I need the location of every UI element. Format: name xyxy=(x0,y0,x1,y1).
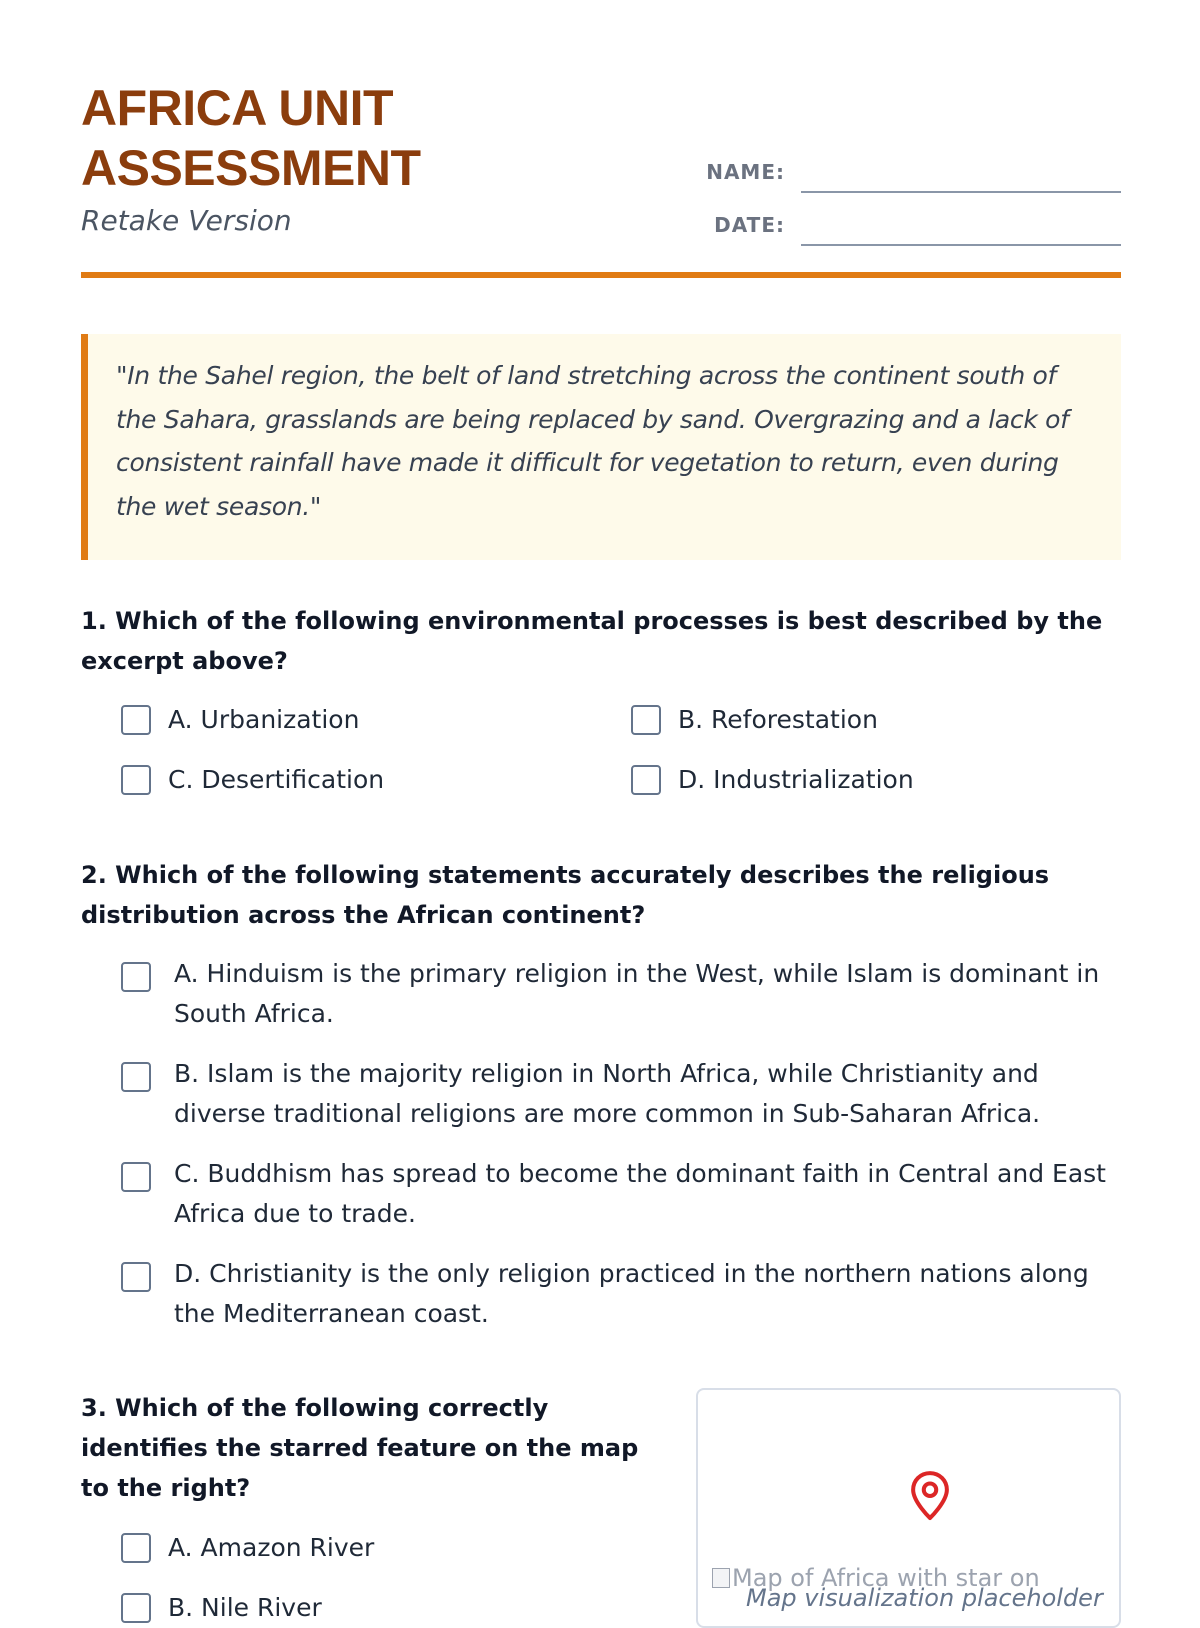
assessment-page xyxy=(81,0,1121,1622)
q1-option-c-label: C. Desertification xyxy=(168,765,385,794)
q3-option-b-checkbox[interactable] xyxy=(121,1593,151,1623)
q3-option-a[interactable] xyxy=(121,1528,641,1568)
q3-option-b[interactable] xyxy=(121,1588,641,1628)
q2-option-d-checkbox[interactable] xyxy=(121,1262,151,1292)
map-alt-text: Map of Africa with star on xyxy=(732,1564,1040,1592)
q1-option-a-checkbox[interactable] xyxy=(121,705,151,735)
q2-option-b-checkbox[interactable] xyxy=(121,1062,151,1092)
map-caption: Map visualization placeholder xyxy=(746,1584,1103,1612)
q2-option-d[interactable] xyxy=(121,1254,1121,1334)
question-3: 3. Which of the following correctly identifies the starred feature on the map to the right? xyxy=(81,1394,639,1502)
q3-option-a-label: A. Amazon River xyxy=(168,1533,375,1562)
question-1: 1. Which of the following environmental processes is best described by the excerpt above? xyxy=(81,607,1103,675)
excerpt-text: "In the Sahel region, the belt of land stretching across the continent south of the Sahara, grasslands are being replaced by sand. Overgrazing and a lack of consistent rainfall have made it difficult for vegetation to return, even during the wet season." xyxy=(116,361,1069,521)
name-label: NAME: xyxy=(706,160,785,184)
broken-image-icon xyxy=(712,1568,730,1588)
q1-option-a[interactable] xyxy=(121,700,581,740)
date-label: DATE: xyxy=(714,213,785,237)
q1-option-d[interactable] xyxy=(631,760,1091,800)
q3-option-a-checkbox[interactable] xyxy=(121,1533,151,1563)
q1-option-b-checkbox[interactable] xyxy=(631,705,661,735)
q2-option-c-label: C. Buddhism has spread to become the dominant faith in Central and East Africa due to trade. xyxy=(174,1159,1106,1228)
q1-option-c-checkbox[interactable] xyxy=(121,765,151,795)
q2-option-a-checkbox[interactable] xyxy=(121,962,151,992)
date-field[interactable] xyxy=(801,244,1121,246)
name-field[interactable] xyxy=(801,191,1121,193)
q2-option-d-label: D. Christianity is the only religion practiced in the northern nations along the Mediterranean coast. xyxy=(174,1259,1089,1328)
q1-option-b[interactable] xyxy=(631,700,1091,740)
q2-option-c-checkbox[interactable] xyxy=(121,1162,151,1192)
q1-option-d-checkbox[interactable] xyxy=(631,765,661,795)
header-divider xyxy=(81,272,1121,278)
q1-option-b-label: B. Reforestation xyxy=(678,705,878,734)
map-pin-icon xyxy=(908,1470,952,1522)
q2-option-a-label: A. Hinduism is the primary religion in the West, while Islam is dominant in South Africa. xyxy=(174,959,1100,1028)
map-panel xyxy=(696,1388,1121,1628)
page-subtitle: Retake Version xyxy=(81,204,292,237)
q1-option-c[interactable] xyxy=(121,760,581,800)
q1-option-a-label: A. Urbanization xyxy=(168,705,360,734)
q3-option-b-label: B. Nile River xyxy=(168,1593,322,1622)
question-2: 2. Which of the following statements accurately describes the religious distribution across the African continent? xyxy=(81,861,1050,929)
title-line-2: ASSESSMENT xyxy=(81,140,421,196)
q2-option-b-label: B. Islam is the majority religion in North Africa, while Christianity and diverse traditional religions are more common in Sub-Saharan Africa. xyxy=(174,1059,1041,1128)
q1-option-d-label: D. Industrialization xyxy=(678,765,914,794)
q2-option-a[interactable] xyxy=(121,954,1121,1034)
page-title xyxy=(81,78,681,198)
q2-option-c[interactable] xyxy=(121,1154,1121,1234)
title-line-1: AFRICA UNIT xyxy=(81,80,394,136)
excerpt-box xyxy=(81,334,1121,560)
q2-option-b[interactable] xyxy=(121,1054,1121,1134)
